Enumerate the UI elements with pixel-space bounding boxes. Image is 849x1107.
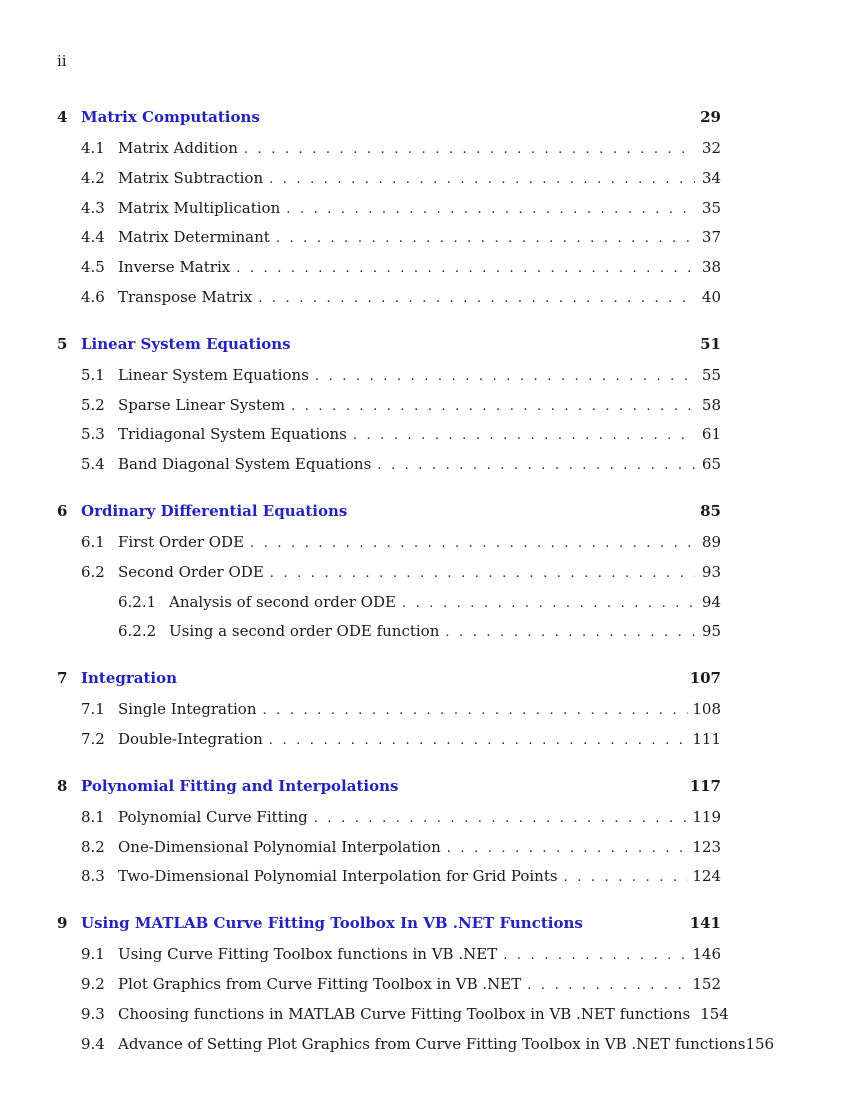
- section-entry[interactable]: [57, 286, 721, 316]
- section-page-number: 55: [701, 365, 721, 384]
- section-page-number: 32: [701, 139, 721, 157]
- section-number: 4.1: [81, 139, 105, 157]
- chapter-title-link[interactable]: Polynomial Fitting and Interpolations: [81, 776, 399, 795]
- chapter-title-link[interactable]: Linear System Equations: [81, 334, 291, 353]
- toc-chapter-6: [57, 500, 721, 650]
- section-number: 7.2: [81, 729, 105, 748]
- section-page-number: 65: [701, 455, 721, 474]
- section-title-link[interactable]: Linear System Equations: [118, 365, 309, 384]
- section-number: 7.1: [81, 700, 105, 719]
- chapter-number: 8: [57, 776, 68, 795]
- section-number: 9.2: [81, 974, 105, 993]
- dot-leader: [269, 730, 689, 752]
- section-entry[interactable]: [57, 226, 721, 256]
- dot-leader: [445, 622, 695, 644]
- dot-leader: [291, 396, 695, 418]
- chapter-page-number: 117: [689, 776, 721, 795]
- section-title-link[interactable]: Matrix Multiplication: [118, 198, 281, 217]
- section-entry[interactable]: [57, 836, 721, 866]
- section-page-number: 34: [701, 168, 721, 187]
- section-entry[interactable]: [57, 531, 721, 561]
- chapter-number: 9: [57, 914, 68, 933]
- section-number: 4.2: [81, 168, 105, 187]
- section-entry[interactable]: [57, 561, 721, 591]
- section-number: 8.3: [81, 867, 105, 886]
- toc-chapter-8: [57, 775, 721, 895]
- section-number: 8.2: [81, 837, 105, 856]
- chapter-title-link[interactable]: Integration: [81, 669, 178, 688]
- section-title-link[interactable]: Using Curve Fitting Toolbox functions in VB .NET: [118, 945, 498, 964]
- dot-leader: [276, 228, 695, 250]
- section-title-link[interactable]: Sparse Linear System: [118, 395, 286, 414]
- dot-leader: [315, 366, 695, 388]
- section-title-link[interactable]: First Order ODE: [118, 532, 245, 551]
- section-number: 4.4: [81, 228, 105, 247]
- section-page-number: 108: [692, 700, 721, 719]
- chapter-number: 5: [57, 334, 68, 353]
- section-entry[interactable]: [57, 256, 721, 286]
- section-entry[interactable]: [57, 1003, 729, 1033]
- section-entry[interactable]: [57, 1033, 775, 1063]
- chapter-entry[interactable]: [57, 106, 721, 137]
- subsection-entry[interactable]: [57, 620, 721, 650]
- section-title-link[interactable]: Polynomial Curve Fitting: [118, 807, 308, 826]
- section-page-number: 93: [701, 562, 721, 581]
- section-entry[interactable]: [57, 806, 721, 836]
- chapter-page-number: 85: [700, 501, 721, 520]
- chapter-page-number: 51: [700, 334, 721, 353]
- subsection-number: 6.2.2: [118, 622, 157, 641]
- toc-chapter-4: [57, 106, 721, 316]
- section-page-number: 40: [701, 287, 721, 306]
- dot-leader: [447, 838, 689, 860]
- subsection-entry[interactable]: [57, 591, 721, 621]
- dot-leader: [269, 169, 695, 191]
- section-number: 5.3: [81, 425, 105, 444]
- chapter-title-link[interactable]: Matrix Computations: [81, 108, 260, 126]
- chapter-title-link[interactable]: Using MATLAB Curve Fitting Toolbox In VB .NET Functions: [81, 914, 583, 933]
- section-page-number: 35: [701, 198, 721, 217]
- dot-leader: [402, 593, 695, 615]
- section-entry[interactable]: [57, 698, 721, 728]
- section-number: 4.5: [81, 258, 105, 277]
- dot-leader: [314, 808, 689, 830]
- dot-leader: [527, 975, 688, 997]
- subsection-page-number: 95: [701, 622, 721, 641]
- chapter-number: 6: [57, 501, 68, 520]
- section-number: 5.4: [81, 455, 105, 474]
- toc-chapter-5: [57, 333, 721, 483]
- dot-leader: [236, 258, 695, 280]
- section-page-number: 89: [701, 532, 721, 551]
- chapter-entry[interactable]: [57, 333, 721, 364]
- section-page-number: 124: [692, 867, 721, 886]
- chapter-entry[interactable]: [57, 775, 721, 806]
- dot-leader: [244, 139, 695, 161]
- dot-leader: [503, 945, 688, 967]
- section-page-number: 154: [700, 1004, 729, 1023]
- subsection-title-link[interactable]: Using a second order ODE function: [169, 622, 440, 641]
- section-number: 4.3: [81, 198, 105, 217]
- chapter-number: 4: [57, 108, 68, 126]
- section-title-link[interactable]: Two-Dimensional Polynomial Interpolation for Grid Points: [118, 867, 558, 886]
- section-entry[interactable]: [57, 423, 721, 453]
- section-title-link[interactable]: One-Dimensional Polynomial Interpolation: [118, 837, 441, 856]
- section-title-link[interactable]: Matrix Addition: [118, 139, 238, 157]
- section-entry[interactable]: [57, 137, 721, 167]
- dot-leader: [377, 455, 695, 477]
- section-number: 9.4: [81, 1034, 105, 1053]
- section-entry[interactable]: [57, 728, 721, 758]
- dot-leader: [286, 199, 695, 221]
- chapter-title-link[interactable]: Ordinary Differential Equations: [81, 501, 348, 520]
- section-title-link[interactable]: Inverse Matrix: [118, 258, 231, 277]
- section-page-number: 123: [692, 837, 721, 856]
- section-number: 9.3: [81, 1004, 105, 1023]
- section-page-number: 156: [745, 1034, 775, 1053]
- chapter-entry[interactable]: [57, 500, 721, 531]
- subsection-title-link[interactable]: Analysis of second order ODE: [169, 592, 396, 611]
- section-title-link[interactable]: Matrix Subtraction: [118, 168, 264, 187]
- table-of-contents: [57, 106, 775, 1079]
- subsection-page-number: 94: [701, 592, 721, 611]
- section-entry[interactable]: [57, 865, 721, 895]
- toc-chapter-7: [57, 667, 721, 758]
- chapter-entry[interactable]: [57, 912, 721, 943]
- section-entry[interactable]: [57, 364, 721, 394]
- section-title-link[interactable]: Advance of Setting Plot Graphics from Curve Fitting Toolbox in VB .NET functions: [118, 1034, 746, 1053]
- section-title-link[interactable]: Single Integration: [118, 700, 257, 719]
- section-title-link[interactable]: Second Order ODE: [118, 562, 264, 581]
- section-entry[interactable]: [57, 943, 721, 973]
- section-number: 8.1: [81, 807, 105, 826]
- dot-leader: [270, 563, 695, 585]
- section-number: 9.1: [81, 945, 105, 964]
- section-number: 5.1: [81, 365, 105, 384]
- section-entry[interactable]: [57, 453, 721, 483]
- section-page-number: 38: [701, 258, 721, 277]
- section-page-number: 152: [692, 974, 721, 993]
- section-title-link[interactable]: Double-Integration: [118, 729, 263, 748]
- section-page-number: 61: [701, 425, 721, 444]
- section-entry[interactable]: [57, 394, 721, 424]
- section-page-number: 119: [692, 807, 721, 826]
- section-entry[interactable]: [57, 973, 721, 1003]
- section-title-link[interactable]: Choosing functions in MATLAB Curve Fitting Toolbox in VB .NET functions: [118, 1004, 691, 1023]
- section-title-link[interactable]: Band Diagonal System Equations: [118, 455, 372, 474]
- section-title-link[interactable]: Plot Graphics from Curve Fitting Toolbox in VB .NET: [118, 974, 522, 993]
- section-page-number: 111: [692, 729, 721, 748]
- section-page-number: 37: [701, 228, 721, 247]
- section-number: 5.2: [81, 395, 105, 414]
- chapter-page-number: 29: [700, 108, 721, 126]
- section-page-number: 146: [692, 945, 721, 964]
- section-title-link[interactable]: Transpose Matrix: [118, 287, 253, 306]
- toc-chapter-9: [57, 912, 775, 1062]
- dot-leader: [263, 700, 689, 722]
- section-number: 6.2: [81, 562, 105, 581]
- section-number: 4.6: [81, 287, 105, 306]
- section-page-number: 58: [701, 395, 721, 414]
- chapter-entry[interactable]: [57, 667, 721, 698]
- chapter-page-number: 107: [689, 669, 721, 688]
- chapter-number: 7: [57, 669, 68, 688]
- chapter-page-number: 141: [689, 914, 721, 933]
- page-number: ii: [57, 52, 67, 70]
- dot-leader: [250, 533, 695, 555]
- dot-leader: [564, 867, 689, 889]
- dot-leader: [258, 288, 695, 310]
- section-number: 6.1: [81, 532, 105, 551]
- subsection-number: 6.2.1: [118, 592, 157, 611]
- section-entry[interactable]: [57, 197, 721, 227]
- section-title-link[interactable]: Matrix Determinant: [118, 228, 270, 247]
- section-entry[interactable]: [57, 167, 721, 197]
- dot-leader: [353, 425, 695, 447]
- section-title-link[interactable]: Tridiagonal System Equations: [118, 425, 347, 444]
